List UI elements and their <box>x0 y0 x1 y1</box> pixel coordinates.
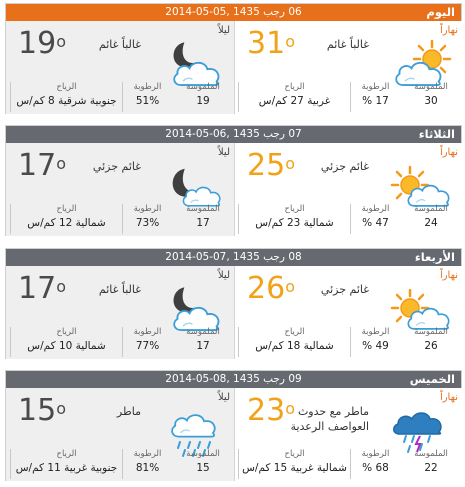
nighttime-panel <box>6 143 235 236</box>
feels-like-stat: الملموسة 19 <box>186 82 220 107</box>
stats-row <box>235 327 462 357</box>
feels-like-stat: الملموسة 22 <box>414 449 448 474</box>
humidity-stat: الرطوبة 51% <box>122 82 172 112</box>
humidity-stat: الرطوبة 17 % <box>350 82 400 112</box>
day-date: 07 رجب 1435 ,06-05-2014 <box>165 128 302 140</box>
day-header <box>6 371 461 388</box>
condition-text: غالباً غائم <box>326 38 369 51</box>
humidity-stat: الرطوبة 47 % <box>350 204 400 234</box>
condition-text: غالباً غائم <box>98 283 141 296</box>
forecast-day-card <box>5 3 462 114</box>
day-header <box>6 4 461 21</box>
wind-stat: الرياح شمالية 12 كم/س <box>10 204 122 234</box>
period-label: نهاراً <box>439 392 458 403</box>
period-label: ليلاً <box>217 25 230 36</box>
period-label: ليلاً <box>217 270 230 281</box>
temperature: 26$^o$ <box>247 271 295 306</box>
nighttime-panel <box>6 21 235 114</box>
period-label: ليلاً <box>217 392 230 403</box>
feels-like-stat: الملموسة 17 <box>186 327 220 352</box>
wind-stat: الرياح شمالية 18 كم/س <box>238 327 350 357</box>
day-name: الثلاثاء <box>418 127 455 141</box>
feels-like-stat: الملموسة 15 <box>186 449 220 474</box>
feels-like-stat: الملموسة 17 <box>186 204 220 229</box>
day-header <box>6 249 461 266</box>
feels-like-stat: الملموسة 26 <box>414 327 448 352</box>
condition-text: غائم جزئي <box>320 160 369 173</box>
temperature: 23$^o$ <box>247 393 295 428</box>
humidity-stat: الرطوبة 81% <box>122 449 172 479</box>
day-name: الأربعاء <box>414 250 455 264</box>
day-header <box>6 126 461 143</box>
temperature: 15$^o$ <box>18 393 66 428</box>
daytime-panel <box>235 143 462 236</box>
wind-stat: الرياح جنوبية شرقية 8 كم/س <box>10 82 122 112</box>
condition-text: غائم جزئي <box>92 160 141 173</box>
feels-like-stat: الملموسة 30 <box>414 82 448 107</box>
wind-stat: الرياح غربية 27 كم/س <box>238 82 350 112</box>
humidity-stat: الرطوبة 73% <box>122 204 172 234</box>
forecast-day-card <box>5 248 462 359</box>
wind-stat: الرياح شمالية غربية 15 كم/س <box>238 449 350 479</box>
day-name: الخميس <box>409 372 455 386</box>
temperature: 17$^o$ <box>18 271 66 306</box>
forecast-day-card <box>5 370 462 481</box>
period-label: ليلاً <box>217 147 230 158</box>
stats-row <box>235 82 462 112</box>
daytime-panel <box>235 266 462 359</box>
humidity-stat: الرطوبة 77% <box>122 327 172 357</box>
wind-stat: الرياح شمالية 10 كم/س <box>10 327 122 357</box>
temperature: 19$^o$ <box>18 26 66 61</box>
condition-text: غالباً غائم <box>98 38 141 51</box>
nighttime-panel <box>6 388 235 481</box>
day-date: 08 رجب 1435 ,07-05-2014 <box>165 251 302 263</box>
day-date: 09 رجب 1435 ,08-05-2014 <box>165 373 302 385</box>
temperature: 31$^o$ <box>247 26 295 61</box>
period-label: نهاراً <box>439 25 458 36</box>
day-name: اليوم <box>426 5 455 19</box>
stats-row <box>235 449 462 479</box>
stats-row <box>6 449 234 479</box>
day-date: 06 رجب 1435 ,05-05-2014 <box>165 6 302 18</box>
wind-stat: الرياح شمالية 23 كم/س <box>238 204 350 234</box>
temperature: 25$^o$ <box>247 148 295 183</box>
stats-row <box>6 327 234 357</box>
period-label: نهاراً <box>439 270 458 281</box>
daytime-panel <box>235 21 462 114</box>
daytime-panel <box>235 388 462 481</box>
feels-like-stat: الملموسة 24 <box>414 204 448 229</box>
period-label: نهاراً <box>439 147 458 158</box>
humidity-stat: الرطوبة 49 % <box>350 327 400 357</box>
forecast-day-card <box>5 125 462 236</box>
condition-text: غائم جزئي <box>320 283 369 296</box>
stats-row <box>6 204 234 234</box>
nighttime-panel <box>6 266 235 359</box>
condition-text: ماطر مع حدوث العواصف الرعدية <box>290 405 369 433</box>
temperature: 17$^o$ <box>18 148 66 183</box>
condition-text: ماطر <box>116 405 141 418</box>
stats-row <box>6 82 234 112</box>
stats-row <box>235 204 462 234</box>
humidity-stat: الرطوبة 68 % <box>350 449 400 479</box>
wind-stat: الرياح جنوبية غربية 11 كم/س <box>10 449 122 479</box>
